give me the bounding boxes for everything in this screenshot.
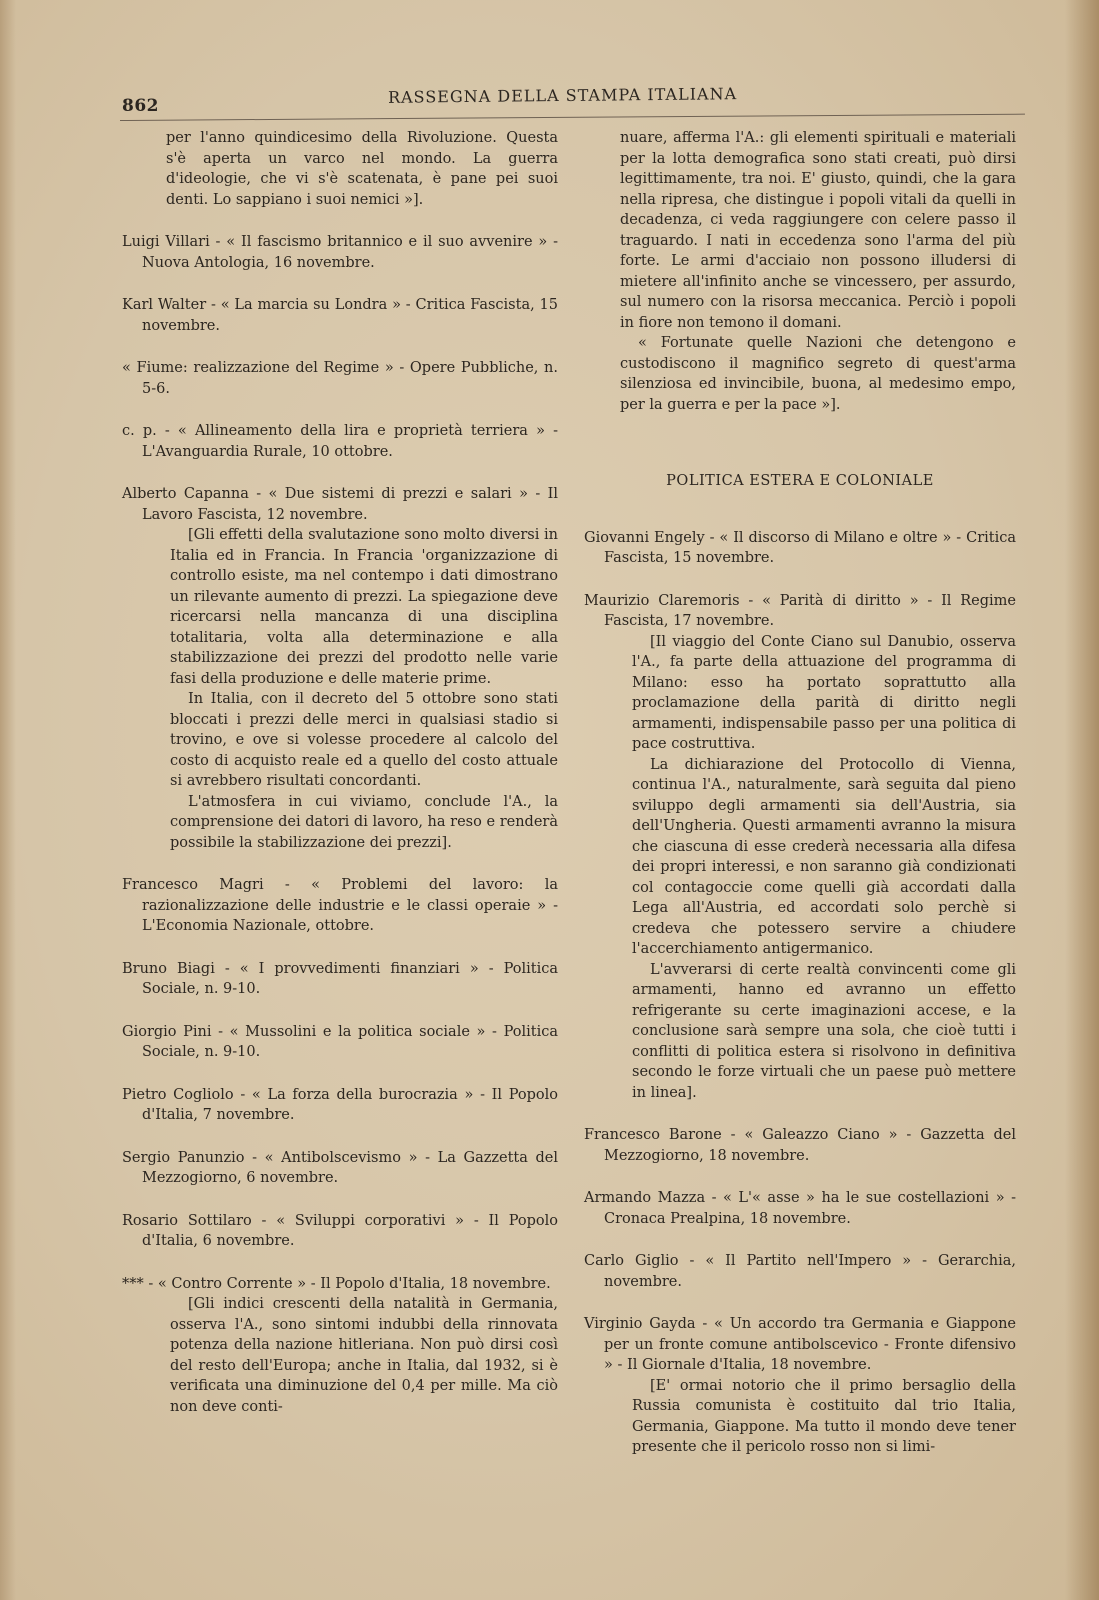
running-head: RASSEGNA DELLA STAMPA ITALIANA	[387, 84, 738, 107]
abstract-paragraph: In Italia, con il decreto del 5 ottobre sono stati bloccati i prezzi delle merci in qualsiasi stadio si trovino, e ove si volesse procedere al calcolo del costo di acquisto reale ed a quello del costo attuale si avrebbero risultati concordanti.	[170, 691, 558, 789]
abstract-paragraph: [Gli effetti della svalutazione sono molto diversi in Italia ed in Francia. In Francia 'organizzazione di controllo esiste, ma nel contempo i dati dimostrano un rilevante aumento di prezzi. La spiegazione deve ricercarsi nella mancanza di una disciplina totalitaria, volta alla determinazione e alla stabilizzazione dei prezzi del prodotto nelle varie fasi della produzione e delle materie prime.	[170, 527, 558, 687]
bibliography-entry: Giovanni Engely - « Il discorso di Milano e oltre » - Critica Fascista, 15 novembre.	[584, 529, 1016, 566]
abstract-paragraph: L'atmosfera in cui viviamo, conclude l'A., la comprensione dei datori di lavoro, ha reso e renderà possibile la stabilizzazione dei prezzi].	[170, 793, 558, 851]
bibliography-entry: *** - « Contro Corrente » - Il Popolo d'Italia, 18 novembre.	[122, 1275, 551, 1292]
abstract-paragraph: L'avverarsi di certe realtà convincenti come gli armamenti, hanno ed avranno un effetto refrigerante su certe imaginazioni accese, e la conclusione sarà sempre una sola, che cioè tutti i conflitti di politica estera si risolvono in definitiva secondo le forze virtuali che un paese può mettere in linea].	[632, 961, 1016, 1101]
bibliography-entry: Armando Mazza - « L'« asse » ha le sue costellazioni » - Cronaca Prealpina, 18 novembre.	[584, 1190, 1016, 1227]
bibliography-entry: Sergio Panunzio - « Antibolscevismo » - La Gazzetta del Mezzogiorno, 6 novembre.	[122, 1149, 558, 1186]
abstract-paragraph: [Gli indici crescenti della natalità in Germania, osserva l'A., sono sintomi indubbi della rinnovata potenza della nazione hitleriana. Non può dirsi così del resto dell'Europa; anche in Italia, dal 1932, si è verificata una diminuzione del 0,4 per mille. Ma ciò non deve conti-	[170, 1296, 558, 1415]
bibliography-entry: Pietro Cogliolo - « La forza della burocrazia » - Il Popolo d'Italia, 7 novembre.	[122, 1086, 558, 1123]
page-number: 862	[122, 96, 159, 116]
bibliography-entry: Virginio Gayda - « Un accordo tra Germania e Giappone per un fronte comune antibolscevico - Fronte difensivo » - Il Giornale d'Italia, 18 novembre.	[584, 1316, 1016, 1373]
abstract-paragraph: [Il viaggio del Conte Ciano sul Danubio, osserva l'A., fa parte della attuazione del programma di Milano: esso ha portato soprattutto alla proclamazione della parità di diritto negli armamenti, indispensabile passo per una politica di pace costruttiva.	[632, 633, 1016, 752]
abstract-paragraph: [E' ormai notorio che il primo bersaglio della Russia comunista è costituito dal trio Italia, Germania, Giappone. Ma tutto il mondo deve tener presente che il pericolo rosso non si limi-	[632, 1377, 1016, 1455]
continued-abstract: per l'anno quindicesimo della Rivoluzione. Questa s'è aperta un varco nel mondo. La guerra d'ideologie, che vi s'è scatenata, è pane pei suoi denti. Lo sappiano i suoi nemici »].	[166, 130, 558, 208]
bibliography-entry: Alberto Capanna - « Due sistemi di prezzi e salari » - Il Lavoro Fascista, 12 novembre.	[122, 486, 558, 523]
bibliography-entry: Karl Walter - « La marcia su Londra » - Critica Fascista, 15 novembre.	[122, 297, 558, 334]
bibliography-entry: Carlo Giglio - « Il Partito nell'Impero » - Gerarchia, novembre.	[584, 1253, 1016, 1290]
bibliography-entry: Luigi Villari - « Il fascismo britannico e il suo avvenire » - Nuova Antologia, 16 novembre.	[122, 234, 558, 271]
continued-abstract: nuare, afferma l'A.: gli elementi spirituali e materiali per la lotta demografica sono stati creati, può dirsi legittimamente, tra noi. E' giusto, quindi, che la gara nella ripresa, che distingue i popoli vitali da quelli in decadenza, ci veda raggiungere con celere passo il traguardo. I nati in eccedenza sono l'arma del più forte. Le armi d'acciaio non possono illudersi di mietere all'infinito anche se vincessero, per assurdo, sul numero con la risorsa meccanica. Perciò i popoli in fiore non temono il domani.	[620, 130, 1016, 331]
left-column	[122, 128, 558, 1417]
header-rule	[120, 114, 1025, 121]
bibliography-entry: Francesco Magri - « Problemi del lavoro: la razionalizzazione delle industrie e le classi operaie » - L'Economia Nazionale, ottobre.	[122, 877, 558, 934]
page-edge-shadow-left	[0, 0, 16, 1600]
bibliography-entry: Maurizio Claremoris - « Parità di diritto » - Il Regime Fascista, 17 novembre.	[584, 592, 1016, 629]
bibliography-entry: Rosario Sottilaro - « Sviluppi corporativi » - Il Popolo d'Italia, 6 novembre.	[122, 1212, 558, 1249]
bibliography-entry: Francesco Barone - « Galeazzo Ciano » - Gazzetta del Mezzogiorno, 18 novembre.	[584, 1127, 1016, 1164]
page-edge-shadow-right	[1065, 0, 1099, 1600]
abstract-paragraph: « Fortunate quelle Nazioni che detengono e custodiscono il magnifico segreto di quest'arma silenziosa ed invincibile, buona, al medesimo empo, per la guerra e per la pace »].	[620, 335, 1016, 413]
page-header	[120, 78, 1030, 118]
bibliography-entry: « Fiume: realizzazione del Regime » - Opere Pubbliche, n. 5-6.	[122, 360, 558, 397]
abstract-paragraph: La dichiarazione del Protocollo di Vienna, continua l'A., naturalmente, sarà seguita dal pieno sviluppo degli armamenti sia dell'Austria, sia dell'Ungheria. Questi armamenti avranno la misura che ciascuna di esse crederà necessaria alla difesa dei propri interessi, e non saranno già condizionati col contagoccie come quelli già accordati dalla Lega all'Austria, ed accordati solo perchè si credeva che potessero servire a chiudere l'accerchiamento antigermanico.	[632, 756, 1016, 957]
right-column	[584, 128, 1016, 1458]
bibliography-entry: Bruno Biagi - « I provvedimenti finanziari » - Politica Sociale, n. 9-10.	[122, 960, 558, 997]
bibliography-entry: Giorgio Pini - « Mussolini e la politica sociale » - Politica Sociale, n. 9-10.	[122, 1023, 558, 1060]
bibliography-entry: c. p. - « Allineamento della lira e proprietà terriera » - L'Avanguardia Rurale, 10 ottobre.	[122, 423, 558, 460]
section-heading-text: POLITICA ESTERA E COLONIALE	[666, 473, 934, 489]
section-heading	[584, 471, 1016, 492]
